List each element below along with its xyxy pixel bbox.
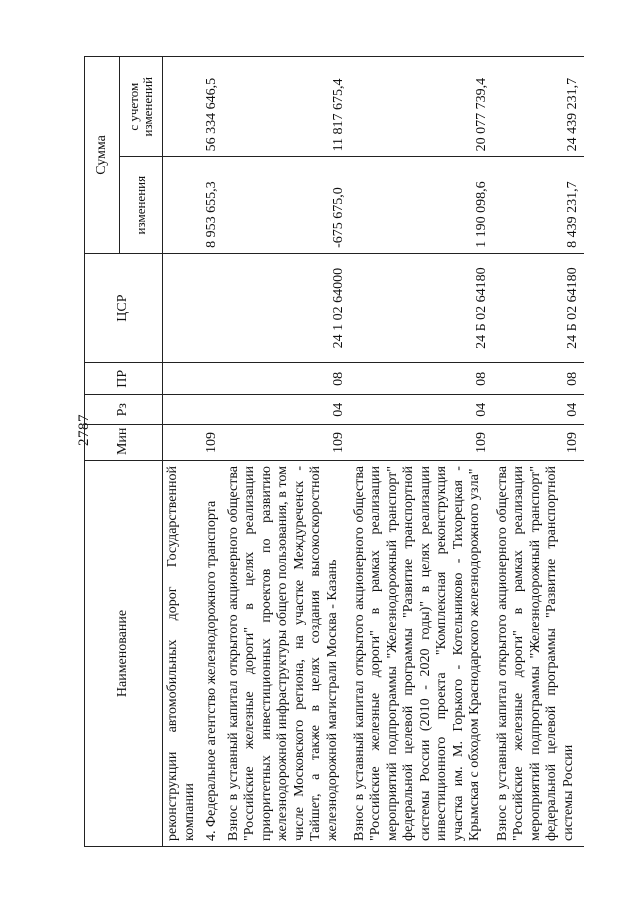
row-change: 8 953 655,3 — [202, 157, 224, 253]
table-row — [493, 57, 584, 847]
row-min: 109 — [493, 425, 584, 461]
row-total: 24 439 231,7 — [493, 57, 584, 157]
row-pr: 08 — [350, 363, 493, 395]
table-header — [85, 57, 163, 847]
row-name: 4. Федеральное агентство железнодорожного транспорта — [202, 461, 224, 847]
table-row — [224, 57, 350, 847]
table-row — [163, 57, 203, 847]
table-row — [202, 57, 224, 847]
row-min: 109 — [202, 425, 224, 461]
row-csr: 24 Б 02 64180 — [350, 253, 493, 362]
header-name: Наименование — [85, 461, 163, 847]
table-row — [350, 57, 493, 847]
header-changes: изменения — [120, 157, 163, 253]
row-change: 8 439 231,7 — [493, 157, 584, 253]
page-number: 2787 — [76, 414, 92, 446]
header-csr: ЦСР — [85, 253, 163, 362]
row-rz: 04 — [224, 395, 350, 425]
row-pr: 08 — [493, 363, 584, 395]
header-with-changes: с учетом изменений — [120, 57, 163, 157]
row-rz — [163, 395, 203, 425]
header-rz: Рз — [85, 395, 163, 425]
row-change — [163, 157, 203, 253]
row-name: Взнос в уставный капитал открытого акционерного общества "Российские железные дороги" в рамках реализации мероприятий подпрограммы "Железнодорожный транспорт" федеральной целевой программы "Развитие транспортной системы России (2010 - 2020 годы)" в целях реализации инвестиционного проекта "Комплексная реконструкция участка им. М. Горького - Котельниково - Тихорецкая - Крымская с обходом Краснодарского железнодорожного узла" — [350, 461, 493, 847]
row-total: 11 817 675,4 — [224, 57, 350, 157]
row-total — [163, 57, 203, 157]
row-total: 56 334 646,5 — [202, 57, 224, 157]
budget-table — [84, 56, 584, 847]
header-sum: Сумма — [85, 57, 120, 254]
row-change: 1 190 098,6 — [350, 157, 493, 253]
row-csr — [202, 253, 224, 362]
row-csr — [163, 253, 203, 362]
row-name: Взнос в уставный капитал открытого акционерного общества "Российские железные дороги" в рамках реализации мероприятий подпрограммы "Железнодорожный транспорт" федеральной целевой программы "Развитие транспортной системы России — [493, 461, 584, 847]
row-pr: 08 — [224, 363, 350, 395]
row-rz: 04 — [350, 395, 493, 425]
header-pr: ПР — [85, 363, 163, 395]
row-total: 20 077 739,4 — [350, 57, 493, 157]
row-min: 109 — [350, 425, 493, 461]
row-pr — [163, 363, 203, 395]
row-name: реконструкции автомобильных дорог Государственной компании — [163, 461, 203, 847]
row-csr: 24 1 02 64000 — [224, 253, 350, 362]
row-rz — [202, 395, 224, 425]
row-rz: 04 — [493, 395, 584, 425]
row-min: 109 — [224, 425, 350, 461]
row-change: -675 675,0 — [224, 157, 350, 253]
row-min — [163, 425, 203, 461]
row-pr — [202, 363, 224, 395]
document-sheet — [84, 56, 584, 847]
row-csr: 24 Б 02 64180 — [493, 253, 584, 362]
row-name: Взнос в уставный капитал открытого акционерного общества "Российские железные дороги" в целях реализации приоритетных инвестиционных проектов по развитию железнодорожной инфраструктуры общего пользования, в том числе Московского региона, на участке Междуреченск - Тайшет, а также в целях создания высокоскоростной железнодорожной магистрали Москва - Казань — [224, 461, 350, 847]
header-min: Мин — [85, 425, 163, 461]
